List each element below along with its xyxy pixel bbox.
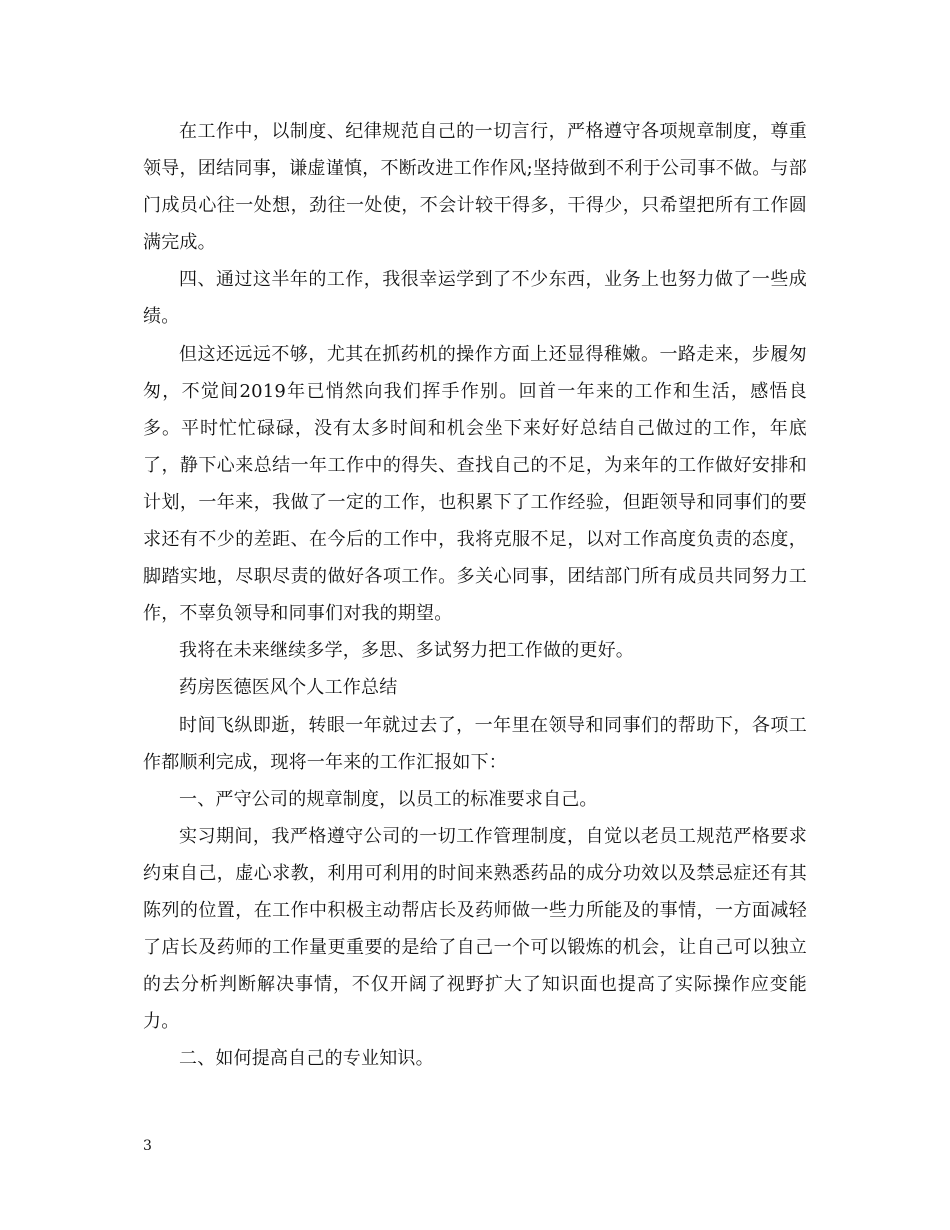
page-number: 3	[143, 1138, 152, 1154]
section-title: 药房医德医风个人工作总结	[179, 677, 398, 699]
paragraph-conduct: 在工作中，以制度、纪律规范自己的一切言行，严格遵守各项规章制度，尊重领导，团结同事，谦虚谨慎，不断改进工作作风;坚持做到不利于公司事不做。与部门成员心往一处想，劲往一处使，不会计较干得多，干得少，只希望把所有工作圆满完成。	[143, 121, 807, 254]
paragraph-future: 我将在未来继续多学，多思、多试努力把工作做的更好。	[179, 640, 634, 662]
heading-section-two: 二、如何提高自己的专业知识。	[179, 1048, 434, 1070]
paragraph-internship: 实习期间，我严格遵守公司的一切工作管理制度，自觉以老员工规范严格要求约束自己，虚心求教，利用可利用的时间来熟悉药品的成分功效以及禁忌症还有其陈列的位置，在工作中积极主动帮店长及药师做一些力所能及的事情，一方面减轻了店长及药师的工作量更重要的是给了自己一个可以锻炼的机会，让自己可以独立的去分析判断解决事情，不仅开阔了视野扩大了知识面也提高了实际操作应变能力。	[143, 825, 807, 1033]
document-body	[143, 113, 807, 1077]
paragraph-intro: 时间飞纵即逝，转眼一年就过去了，一年里在领导和同事们的帮助下，各项工作都顺利完成，现将一年来的工作汇报如下：	[143, 714, 807, 773]
paragraph-year-review: 但这还远远不够，尤其在抓药机的操作方面上还显得稚嫩。一路走来，步履匆匆，不觉间2019年已悄然向我们挥手作别。回首一年来的工作和生活，感悟良多。平时忙忙碌碌，没有太多时间和机会坐下来好好总结自己做过的工作，年底了，静下心来总结一年工作中的得失、查找自己的不足，为来年的工作做好安排和计划，一年来，我做了一定的工作，也积累下了工作经验，但距领导和同事们的要求还有不少的差距、在今后的工作中，我将克服不足，以对工作高度负责的态度，脚踏实地，尽职尽责的做好各项工作。多关心同事，团结部门所有成员共同努力工作，不辜负领导和同事们对我的期望。	[143, 343, 807, 625]
paragraph-section-four: 四、通过这半年的工作，我很幸运学到了不少东西，业务上也努力做了一些成绩。	[143, 269, 807, 328]
heading-section-one: 一、严守公司的规章制度，以员工的标准要求自己。	[179, 788, 598, 810]
